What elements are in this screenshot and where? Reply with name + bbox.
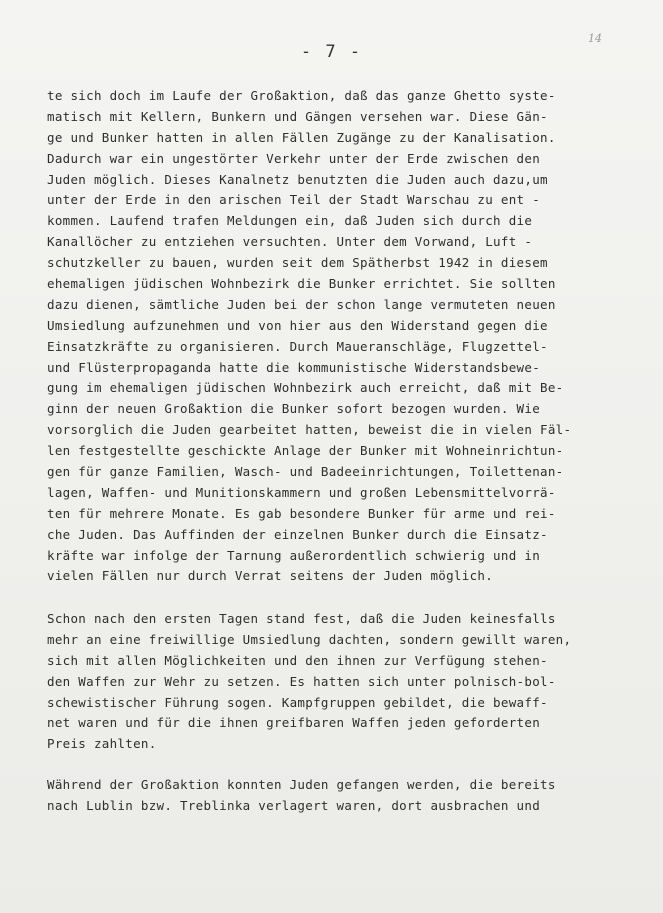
text-line: matisch mit Kellern, Bunkern und Gängen versehen war. Diese Gän- (47, 108, 548, 124)
paragraph-1 (47, 86, 571, 587)
text-line: nach Lublin bzw. Treblinka verlagert waren, dort ausbrachen und (47, 797, 541, 813)
text-line: kräfte war infolge der Tarnung außerordentlich schwierig und in (47, 547, 541, 563)
text-line: lagen, Waffen- und Munitionskammern und großen Lebensmittelvorrä- (47, 484, 556, 500)
text-line: vielen Fällen nur durch Verrat seitens der Juden möglich. (47, 568, 494, 584)
text-line: Schon nach den ersten Tagen stand fest, daß die Juden keinesfalls (47, 611, 556, 626)
text-line: Preis zahlten. (47, 736, 157, 752)
text-line: sich mit allen Möglichkeiten und den ihnen zur Verfügung stehen- (47, 652, 548, 668)
text-line: Umsiedlung aufzunehmen und von hier aus den Widerstand gegen die (47, 317, 548, 333)
text-line: net waren und für die ihnen greifbaren Waffen jeden geforderten (47, 715, 541, 731)
text-line: vorsorglich die Juden gearbeitet hatten, beweist die in vielen Fäl- (47, 422, 572, 438)
text-line: mehr an eine freiwillige Umsiedlung dachten, sondern gewillt waren, (47, 631, 572, 647)
text-line: ginn der neuen Großaktion die Bunker sofort bezogen wurden. Wie (47, 401, 541, 417)
text-line: Einsatzkräfte zu organisieren. Durch Maueranschläge, Flugzettel- (47, 338, 548, 354)
text-line: gung im ehemaligen jüdischen Wohnbezirk auch erreicht, daß mit Be- (47, 380, 564, 396)
text-line: Juden möglich. Dieses Kanalnetz benutzten die Juden auch dazu,um (47, 171, 548, 187)
text-line: ehemaligen jüdischen Wohnbezirk die Bunker errichtet. Sie sollten (47, 276, 556, 292)
text-line: den Waffen zur Wehr zu setzen. Es hatten sich unter polnisch-bol- (47, 673, 556, 689)
text-line: Kanallöcher zu entziehen versuchten. Unter dem Vorwand, Luft - (47, 234, 533, 250)
text-line: ge und Bunker hatten in allen Fällen Zugänge zu der Kanalisation. (47, 129, 556, 145)
text-line: che Juden. Das Auffinden der einzelnen Bunker durch die Einsatz- (47, 526, 548, 542)
text-line: gen für ganze Familien, Wasch- und Badeeinrichtungen, Toilettenan- (47, 464, 564, 480)
text-line: kommen. Laufend trafen Meldungen ein, daß Juden sich durch die (47, 213, 533, 229)
text-line: schutzkeller zu bauen, wurden seit dem Spätherbst 1942 in diesem (47, 255, 548, 271)
text-line: te sich doch im Laufe der Großaktion, daß das ganze Ghetto syste- (47, 88, 556, 103)
text-line: ten für mehrere Monate. Es gab besondere Bunker für arme und rei- (47, 505, 556, 521)
text-line: Dadurch war ein ungestörter Verkehr unter der Erde zwischen den (47, 150, 541, 166)
text-line: und Flüsterpropaganda hatte die kommunistische Widerstandsbewe- (47, 359, 541, 375)
page-number: - 7 - (300, 42, 363, 62)
paragraph-2 (47, 609, 571, 755)
paragraph-3 (47, 775, 556, 817)
handwritten-page-note: 14 (588, 32, 602, 45)
text-line: len festgestellte geschickte Anlage der Bunker mit Wohneinrichtun- (47, 443, 564, 459)
text-line: schewistischer Führung sogen. Kampfgruppen gebildet, die bewaff- (47, 694, 548, 710)
text-line: dazu dienen, sämtliche Juden bei der schon lange vermuteten neuen (47, 296, 556, 312)
text-line: Während der Großaktion konnten Juden gefangen werden, die bereits (47, 777, 556, 792)
text-line: unter der Erde in den arischen Teil der Stadt Warschau zu ent - (47, 192, 541, 208)
